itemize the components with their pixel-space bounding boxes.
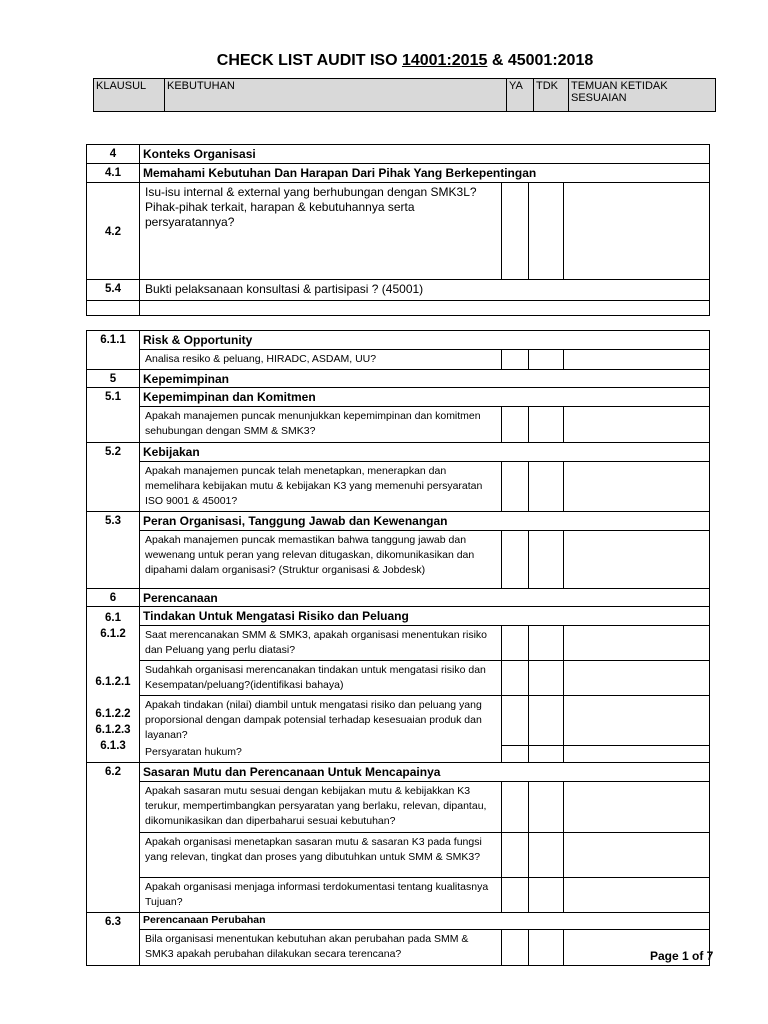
clause-6-1-3: 6.1.3 — [100, 740, 126, 752]
ya-cell[interactable] — [502, 930, 529, 966]
question-5-4: Bukti pelaksanaan konsultasi & partisipasi ? (45001) — [140, 280, 710, 301]
table-gap — [87, 316, 710, 331]
section-tindakan-risiko: Tindakan Untuk Mengatasi Risiko dan Peluang — [140, 607, 710, 626]
header-tdk: TDK — [534, 79, 569, 112]
clause-6-1-group — [87, 607, 140, 763]
temuan-cell[interactable] — [564, 833, 710, 878]
question-6-1-b: Sudahkah organisasi merencanakan tindakan untuk mengatasi risiko dan Kesempatan/peluang?(identifikasi bahaya) — [140, 661, 502, 696]
question-6-1-a: Saat merencanakan SMM & SMK3, apakah organisasi menentukan risiko dan Peluang yang perlu diatasi? — [140, 626, 502, 661]
ya-cell[interactable] — [502, 745, 529, 763]
temuan-cell[interactable] — [564, 782, 710, 833]
checklist-table — [86, 144, 710, 966]
header-temuan: TEMUAN KETIDAK SESUAIAN — [569, 79, 716, 112]
question-pihak: Pihak-pihak terkait, harapan & kebutuhannya serta persyaratannya? — [145, 200, 415, 229]
blank-cell — [140, 301, 710, 316]
clause-5-4: 5.4 — [87, 280, 140, 301]
ya-cell[interactable] — [502, 531, 529, 589]
temuan-cell[interactable] — [564, 462, 710, 512]
temuan-cell[interactable] — [564, 745, 710, 763]
section-perencanaan-perubahan: Perencanaan Perubahan — [140, 913, 710, 930]
clause-4-2: 4.2 — [87, 183, 140, 280]
clause-6-1-2-1: 6.1.2.1 — [95, 676, 131, 688]
tdk-cell[interactable] — [529, 407, 564, 443]
tdk-cell[interactable] — [529, 183, 564, 280]
ya-cell[interactable] — [502, 878, 529, 913]
ya-cell[interactable] — [502, 626, 529, 661]
header-klausul: KLAUSUL — [94, 79, 165, 112]
question-6-2-b: Apakah organisasi menetapkan sasaran mutu & sasaran K3 pada fungsi yang relevan, tingkat dan proses yang dibutuhkan untuk SMM & SMK3? — [140, 833, 502, 878]
ya-cell[interactable] — [502, 696, 529, 746]
tdk-cell[interactable] — [529, 745, 564, 763]
tdk-cell[interactable] — [529, 462, 564, 512]
section-perencanaan: Perencanaan — [140, 589, 710, 607]
document-title — [0, 52, 768, 70]
question-isu: Isu-isu internal & external yang berhubungan dengan SMK3L? — [145, 185, 477, 199]
clause-5-3: 5.3 — [87, 512, 140, 589]
section-kebijakan: Kebijakan — [140, 443, 710, 462]
question-5-1: Apakah manajemen puncak menunjukkan kepemimpinan dan komitmen sehubungan dengan SMM & SMK3? — [140, 407, 502, 443]
question-5-3: Apakah manajemen puncak memastikan bahwa tanggung jawab dan wewenang untuk peran yang relevan ditugaskan, dikomunikasikan dan dipahami dalam organisasi? (Struktur organisasi & Jobdesk) — [140, 531, 502, 589]
header-table — [93, 78, 716, 112]
ya-cell[interactable] — [502, 407, 529, 443]
blank-cell — [87, 301, 140, 316]
clause-6-2: 6.2 — [87, 763, 140, 913]
ya-cell[interactable] — [502, 661, 529, 696]
title-iso45001: & 45001:2018 — [487, 52, 594, 69]
page-number: Page 1 of 7 — [650, 949, 714, 963]
header-kebutuhan: KEBUTUHAN — [165, 79, 507, 112]
section-peran-organisasi: Peran Organisasi, Tanggung Jawab dan Kewenangan — [140, 512, 710, 531]
question-4-2 — [140, 183, 502, 280]
clause-5: 5 — [87, 370, 140, 388]
question-6-1-c: Apakah tindakan (nilai) diambil untuk mengatasi risiko dan peluang yang proporsional dengan dampak potensial terhadap kesesuaian produk dan layanan? — [140, 696, 502, 746]
tdk-cell[interactable] — [529, 930, 564, 966]
tdk-cell[interactable] — [529, 878, 564, 913]
title-iso14001: 14001:2015 — [401, 52, 488, 69]
tdk-cell[interactable] — [529, 833, 564, 878]
tdk-cell[interactable] — [529, 661, 564, 696]
temuan-cell[interactable] — [564, 407, 710, 443]
ya-cell[interactable] — [502, 462, 529, 512]
question-6-2-c: Apakah organisasi menjaga informasi terdokumentasi tentang kualitasnya Tujuan? — [140, 878, 502, 913]
ya-cell[interactable] — [502, 183, 529, 280]
section-sasaran-mutu: Sasaran Mutu dan Perencanaan Untuk Mencapainya — [140, 763, 710, 782]
clause-6-1: 6.1 — [105, 612, 121, 624]
temuan-cell[interactable] — [564, 696, 710, 746]
tdk-cell[interactable] — [529, 350, 564, 370]
clause-6-3: 6.3 — [87, 913, 140, 966]
temuan-cell[interactable] — [564, 531, 710, 589]
header-ya: YA — [507, 79, 534, 112]
ya-cell[interactable] — [502, 782, 529, 833]
tdk-cell[interactable] — [529, 696, 564, 746]
question-6-3: Bila organisasi menentukan kebutuhan akan perubahan pada SMM & SMK3 apakah perubahan dilakukan secara terencana? — [140, 930, 502, 966]
clause-4: 4 — [87, 145, 140, 164]
clause-6-1-1: 6.1.1 — [87, 331, 140, 370]
tdk-cell[interactable] — [529, 626, 564, 661]
clause-5-2: 5.2 — [87, 443, 140, 512]
clause-6-1-2-3: 6.1.2.3 — [95, 724, 131, 736]
temuan-cell[interactable] — [564, 878, 710, 913]
clause-6: 6 — [87, 589, 140, 607]
title-prefix: CHECK LIST AUDIT ISO — [216, 52, 402, 69]
temuan-cell[interactable] — [564, 183, 710, 280]
section-konteks: Konteks Organisasi — [140, 145, 710, 164]
ya-cell[interactable] — [502, 350, 529, 370]
section-kepemimpinan: Kepemimpinan — [140, 370, 710, 388]
section-memahami: Memahami Kebutuhan Dan Harapan Dari Pihak Yang Berkepentingan — [140, 164, 710, 183]
temuan-cell[interactable] — [564, 350, 710, 370]
clause-5-1: 5.1 — [87, 388, 140, 443]
clause-6-1-2-2: 6.1.2.2 — [95, 708, 131, 720]
temuan-cell[interactable] — [564, 626, 710, 661]
question-6-2-a: Apakah sasaran mutu sesuai dengan kebijakan mutu & kebijakkan K3 terukur, mempertimbangkan persyaratan yang berlaku, relevan, dipantau, dikomunikasikan dan diperbaharui sesuai kebutuhan? — [140, 782, 502, 833]
question-5-2: Apakah manajemen puncak telah menetapkan, menerapkan dan memelihara kebijakan mutu & kebijakan K3 yang memenuhi persyaratan ISO 9001 & 45001? — [140, 462, 502, 512]
clause-4-1: 4.1 — [87, 164, 140, 183]
question-6-1-d: Persyaratan hukum? — [140, 745, 502, 763]
tdk-cell[interactable] — [529, 782, 564, 833]
section-risk-opportunity: Risk & Opportunity — [140, 331, 710, 350]
section-kepemimpinan-komitmen: Kepemimpinan dan Komitmen — [140, 388, 710, 407]
tdk-cell[interactable] — [529, 531, 564, 589]
temuan-cell[interactable] — [564, 661, 710, 696]
question-6-1-1: Analisa resiko & peluang, HIRADC, ASDAM, UU? — [140, 350, 502, 370]
clause-6-1-2: 6.1.2 — [100, 628, 126, 640]
ya-cell[interactable] — [502, 833, 529, 878]
